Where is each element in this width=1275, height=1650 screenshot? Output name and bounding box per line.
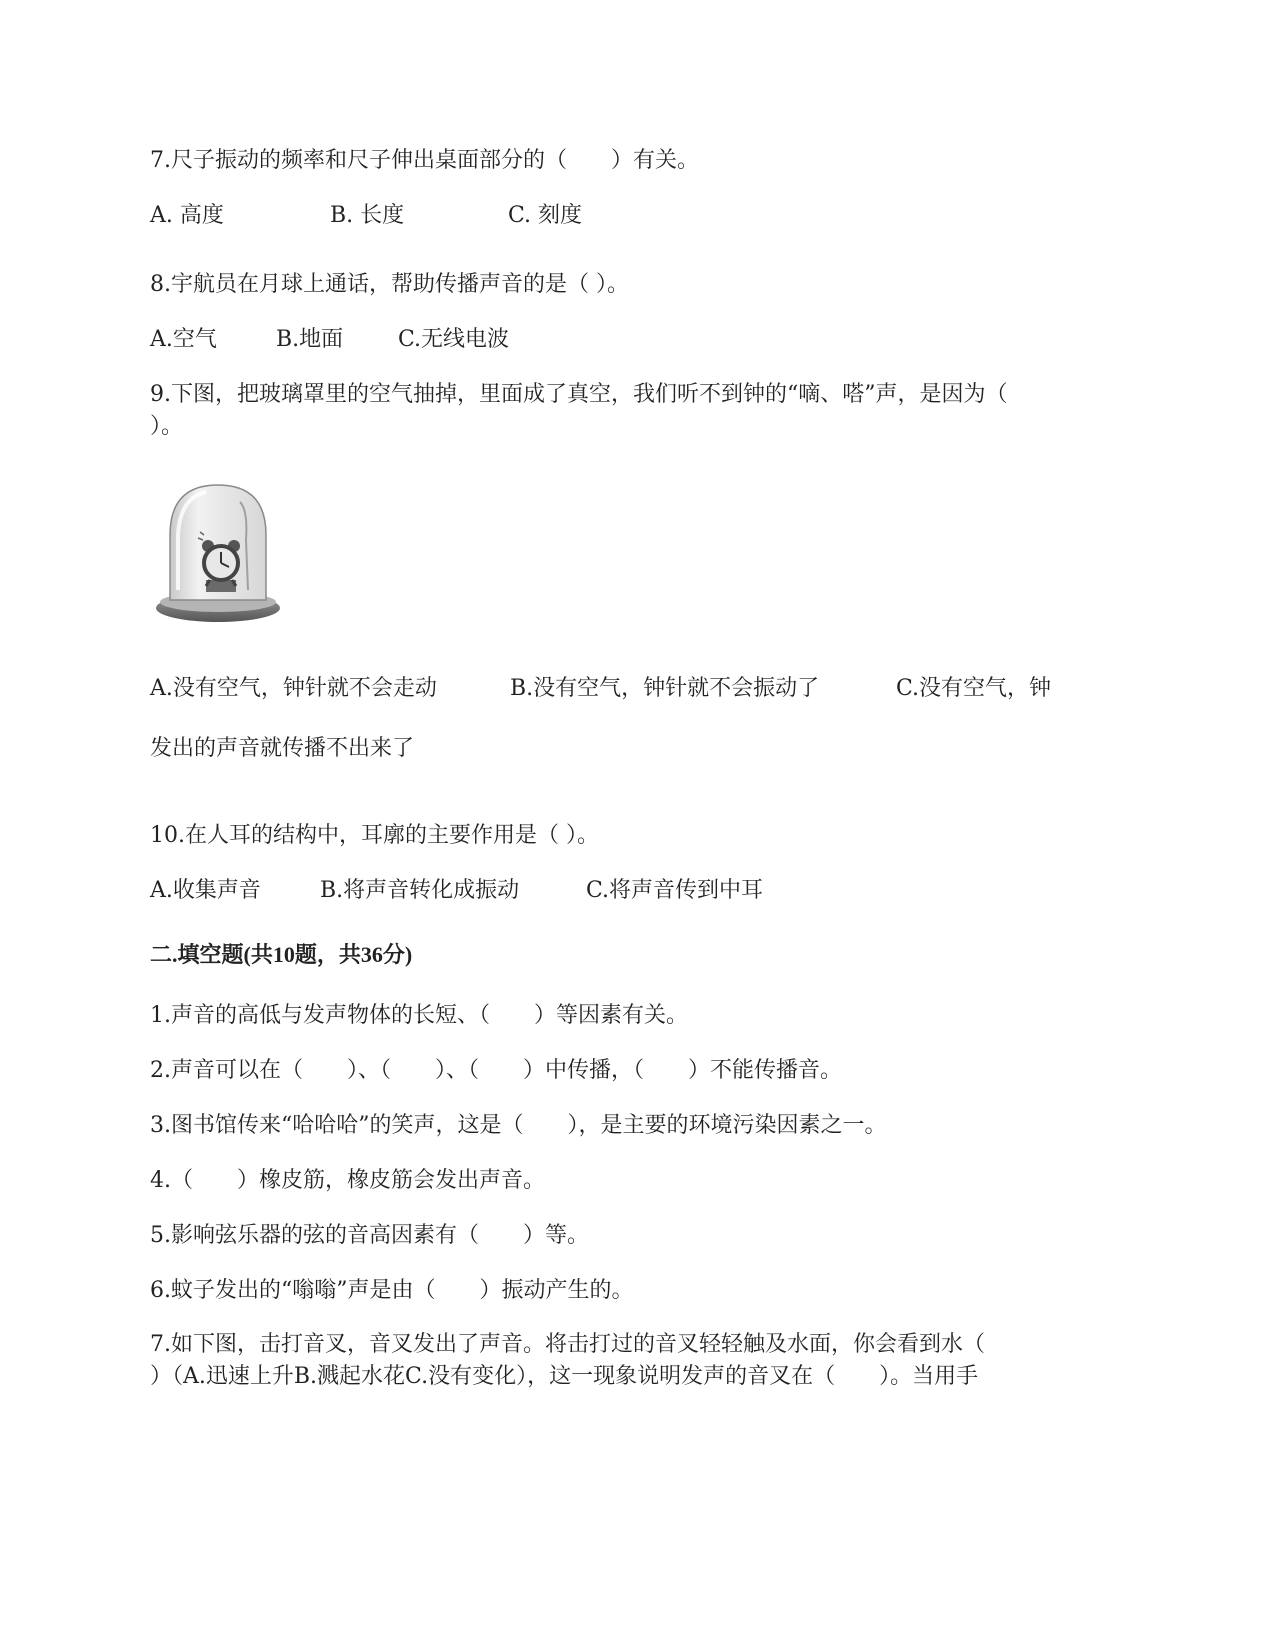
option-c: C.无线电波	[398, 327, 510, 352]
option-b: B.没有空气，钟针就不会振动了	[510, 676, 820, 701]
question-9-options	[150, 674, 1100, 704]
fill-item-7-line1: 7.如下图，击打音叉，音叉发出了声音。将击打过的音叉轻轻触及水面，你会看到水（	[150, 1332, 985, 1357]
option-a: A.没有空气，钟针就不会走动	[150, 676, 437, 701]
option-a: A.收集声音	[150, 878, 261, 903]
option-a: A. 高度	[150, 203, 224, 228]
option-b: B.将声音转化成振动	[320, 878, 520, 903]
fill-item-7-line2: ）（A.迅速上升B.溅起水花C.没有变化），这一现象说明发声的音叉在（ ）。当用手	[150, 1364, 979, 1389]
fill-item-2: 2.声音可以在（ ）、（ ）、（ ）中传播，（ ）不能传播音。	[150, 1058, 842, 1083]
question-10-stem: 10.在人耳的结构中，耳廓的主要作用是（ ）。	[150, 823, 599, 848]
fill-item-4: 4.（ ）橡皮筋，橡皮筋会发出声音。	[150, 1168, 545, 1193]
question-9-stem-line1: 9.下图，把玻璃罩里的空气抽掉，里面成了真空，我们听不到钟的“嘀、嗒”声，是因为（	[150, 382, 1008, 407]
question-7-options	[150, 201, 650, 231]
fill-item-3: 3.图书馆传来“哈哈哈”的笑声，这是（ ），是主要的环境污染因素之一。	[150, 1113, 887, 1138]
bell-jar-clock-figure	[148, 480, 288, 640]
option-b: B.地面	[276, 327, 344, 352]
option-b: B. 长度	[330, 203, 405, 228]
option-a: A.空气	[150, 327, 217, 352]
question-10-options	[150, 876, 850, 906]
question-9-option-c-continued: 发出的声音就传播不出来了	[150, 736, 415, 761]
question-9-stem-line2: ）。	[150, 414, 184, 439]
option-c: C.没有空气，钟	[896, 676, 1052, 701]
option-c: C.将声音传到中耳	[586, 878, 764, 903]
section-heading: 二.填空题(共10题，共36分)	[150, 942, 413, 967]
fill-item-6: 6.蚊子发出的“嗡嗡”声是由（ ）振动产生的。	[150, 1278, 634, 1303]
question-8-stem: 8.宇航员在月球上通话，帮助传播声音的是（ ）。	[150, 272, 629, 297]
question-8-options	[150, 325, 650, 355]
fill-item-1: 1.声音的高低与发声物体的长短、（ ）等因素有关。	[150, 1003, 688, 1028]
fill-item-5: 5.影响弦乐器的弦的音高因素有（ ）等。	[150, 1223, 589, 1248]
option-c: C. 刻度	[508, 203, 583, 228]
question-7-stem: 7.尺子振动的频率和尺子伸出桌面部分的（ ）有关。	[150, 148, 699, 173]
